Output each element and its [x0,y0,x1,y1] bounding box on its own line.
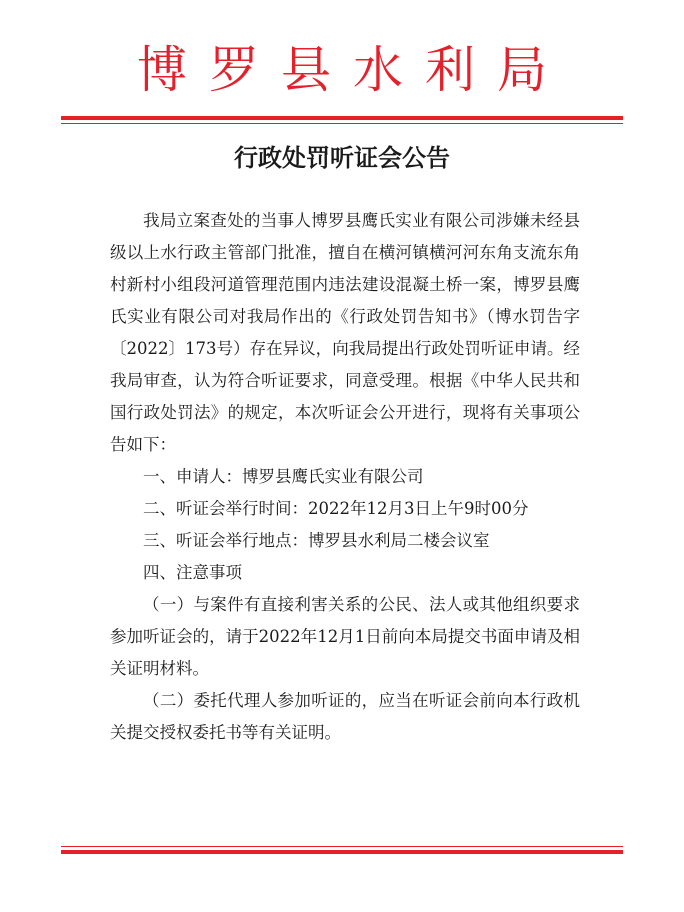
paragraph-intro: 我局立案查处的当事人博罗县鹰氏实业有限公司涉嫌未经县级以上水行政主管部门批准，擅自在横河镇横河河东角支流东角村新村小组段河道管理范围内违法建设混凝土桥一案，博罗县鹰氏实业有限公司对我局作出的《行政处罚告知书》（博水罚告字〔2022〕173号）存在异议，向我局提出行政处罚听证申请。经我局审查，认为符合听证要求，同意受理。根据《中华人民共和国行政处罚法》的规定，本次听证会公开进行，现将有关事项公告如下： [110,211,580,454]
document-body [110,205,580,749]
paragraph-applicant: 一、申请人：博罗县鹰氏实业有限公司 [143,467,424,486]
paragraph-note-one: （一）与案件有直接利害关系的公民、法人或其他组织要求参加听证会的，请于2022年12月1日前向本局提交书面申请及相关证明材料。 [110,595,580,678]
agency-header-title: 博罗县水利局 [137,41,569,99]
header-red-rule-thin [61,123,623,124]
paragraph-note-two: （二）委托代理人参加听证的，应当在听证会前向本行政机关提交授权委托书等有关证明。 [110,691,580,742]
paragraph-hearing-time: 二、听证会举行时间：2022年12月3日上午9时00分 [143,499,529,518]
header-red-rule-thick [61,116,623,120]
paragraph-notes-heading: 四、注意事项 [143,563,242,582]
document-title: 行政处罚听证会公告 [234,144,450,172]
footer-red-rule-thin [61,846,623,847]
paragraph-hearing-location: 三、听证会举行地点：博罗县水利局二楼会议室 [143,531,490,550]
footer-red-rule-thick [61,850,623,854]
